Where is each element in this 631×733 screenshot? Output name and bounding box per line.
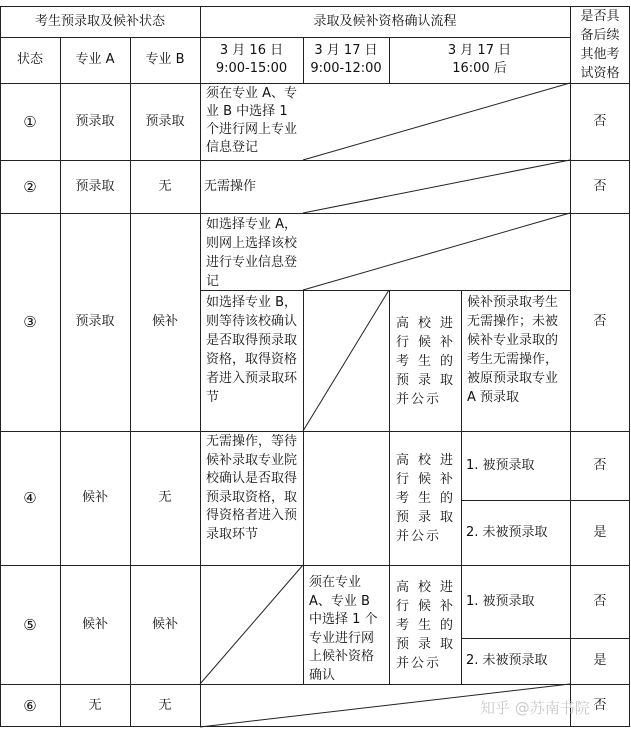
row4-major-b: 无: [158, 490, 172, 505]
row5-major-a: 候补: [81, 616, 108, 632]
row1-major-a: 预录取: [75, 113, 115, 129]
row1-status: ①: [23, 112, 37, 131]
row2-status: ②: [23, 177, 37, 196]
row5-major-b: 候补: [151, 616, 178, 632]
row6-eligibility: 否: [593, 697, 607, 713]
row2-date1-note: 无需操作: [204, 178, 257, 194]
header-status-group: 考生预录取及候补状态: [34, 13, 165, 29]
watermark: 知乎 @苏南书院: [480, 699, 590, 717]
row3-major-a: 预录取: [75, 314, 115, 329]
row3-date2-note: 高校进行候补考生的预录取并公示: [396, 315, 455, 407]
row3-major-b: 候补: [151, 314, 178, 329]
row4-date2-note: 高校进行候补考生的预录取并公示: [396, 453, 455, 544]
row1-date1-note: 须在专业 A、专业 B 中选择 1 个进行网上专业信息登记: [206, 86, 298, 155]
row2-eligibility: 否: [593, 178, 607, 194]
header-col-date1: [200, 37, 303, 83]
row4-eligibility-admitted: 否: [593, 457, 607, 473]
row3-status: ③: [23, 313, 37, 331]
header-col-status: 状态: [16, 52, 43, 67]
row5-date2-note: 高校进行候补考生的预录取并公示: [396, 579, 455, 671]
row4-option-admitted: 1. 被预录取: [466, 457, 535, 473]
row1-eligibility: 否: [593, 113, 607, 129]
row1-major-b: 预录取: [145, 113, 185, 129]
row2-major-a: 预录取: [75, 178, 115, 194]
header-date2-day: 3 月 17 日: [314, 43, 378, 58]
row3-date3-note: 候补预录取考生无需操作；未被候补专业录取的考生无需操作，被原预录取专业 A 预录取: [467, 295, 559, 405]
row5-status: ⑤: [23, 615, 37, 634]
row4-eligibility-not-admitted: 是: [593, 524, 607, 540]
row5-option-not-admitted: 2. 未被预录取: [466, 653, 548, 668]
row5-option-admitted: 1. 被预录取: [466, 593, 535, 609]
header-date1-time: 9:00-15:00: [215, 61, 288, 76]
row4-date1-note: 无需操作，等待候补录取专业院校确认是否取得预录取资格，取得资格者进入预录取环节: [206, 434, 298, 542]
row3-date1-option-a: 如选择专业 A，则网上选择该校进行专业信息登记: [206, 217, 298, 289]
header-col-major-b: 专业 B: [145, 52, 185, 67]
row6-status: ⑥: [23, 696, 37, 715]
header-col-date2: [303, 37, 389, 83]
header-eligibility: 是否具备后续其他考试资格: [580, 8, 620, 81]
row4-major-a: 候补: [81, 490, 108, 505]
row3-date1-option-b: 如选择专业 B，则等待该校确认是否取得预录取资格，取得资格者进入预录取环节: [206, 295, 298, 405]
row4-status: ④: [23, 489, 37, 507]
header-col-major-a: 专业 A: [75, 52, 115, 67]
row5-eligibility-not-admitted: 是: [593, 653, 607, 668]
row5-date2-confirm: 须在专业 A、专业 B 中选择 1 个专业进行网上候补资格确认: [309, 575, 378, 683]
header-process-group: 录取及候补资格确认流程: [313, 13, 457, 29]
row6-major-a: 无: [88, 697, 102, 713]
header-date2-time: 9:00-12:00: [310, 61, 382, 76]
row2-major-b: 无: [158, 178, 172, 194]
header-date3-time: 16:00 后: [452, 61, 507, 76]
header-date3-day: 3 月 17 日: [447, 43, 512, 58]
row5-eligibility-admitted: 否: [593, 593, 607, 609]
row3-eligibility: 否: [593, 314, 607, 329]
header-col-date3: [389, 37, 570, 83]
header-date1-day: 3 月 16 日: [219, 43, 284, 58]
row4-option-not-admitted: 2. 未被预录取: [466, 524, 548, 540]
row6-major-b: 无: [158, 697, 172, 713]
